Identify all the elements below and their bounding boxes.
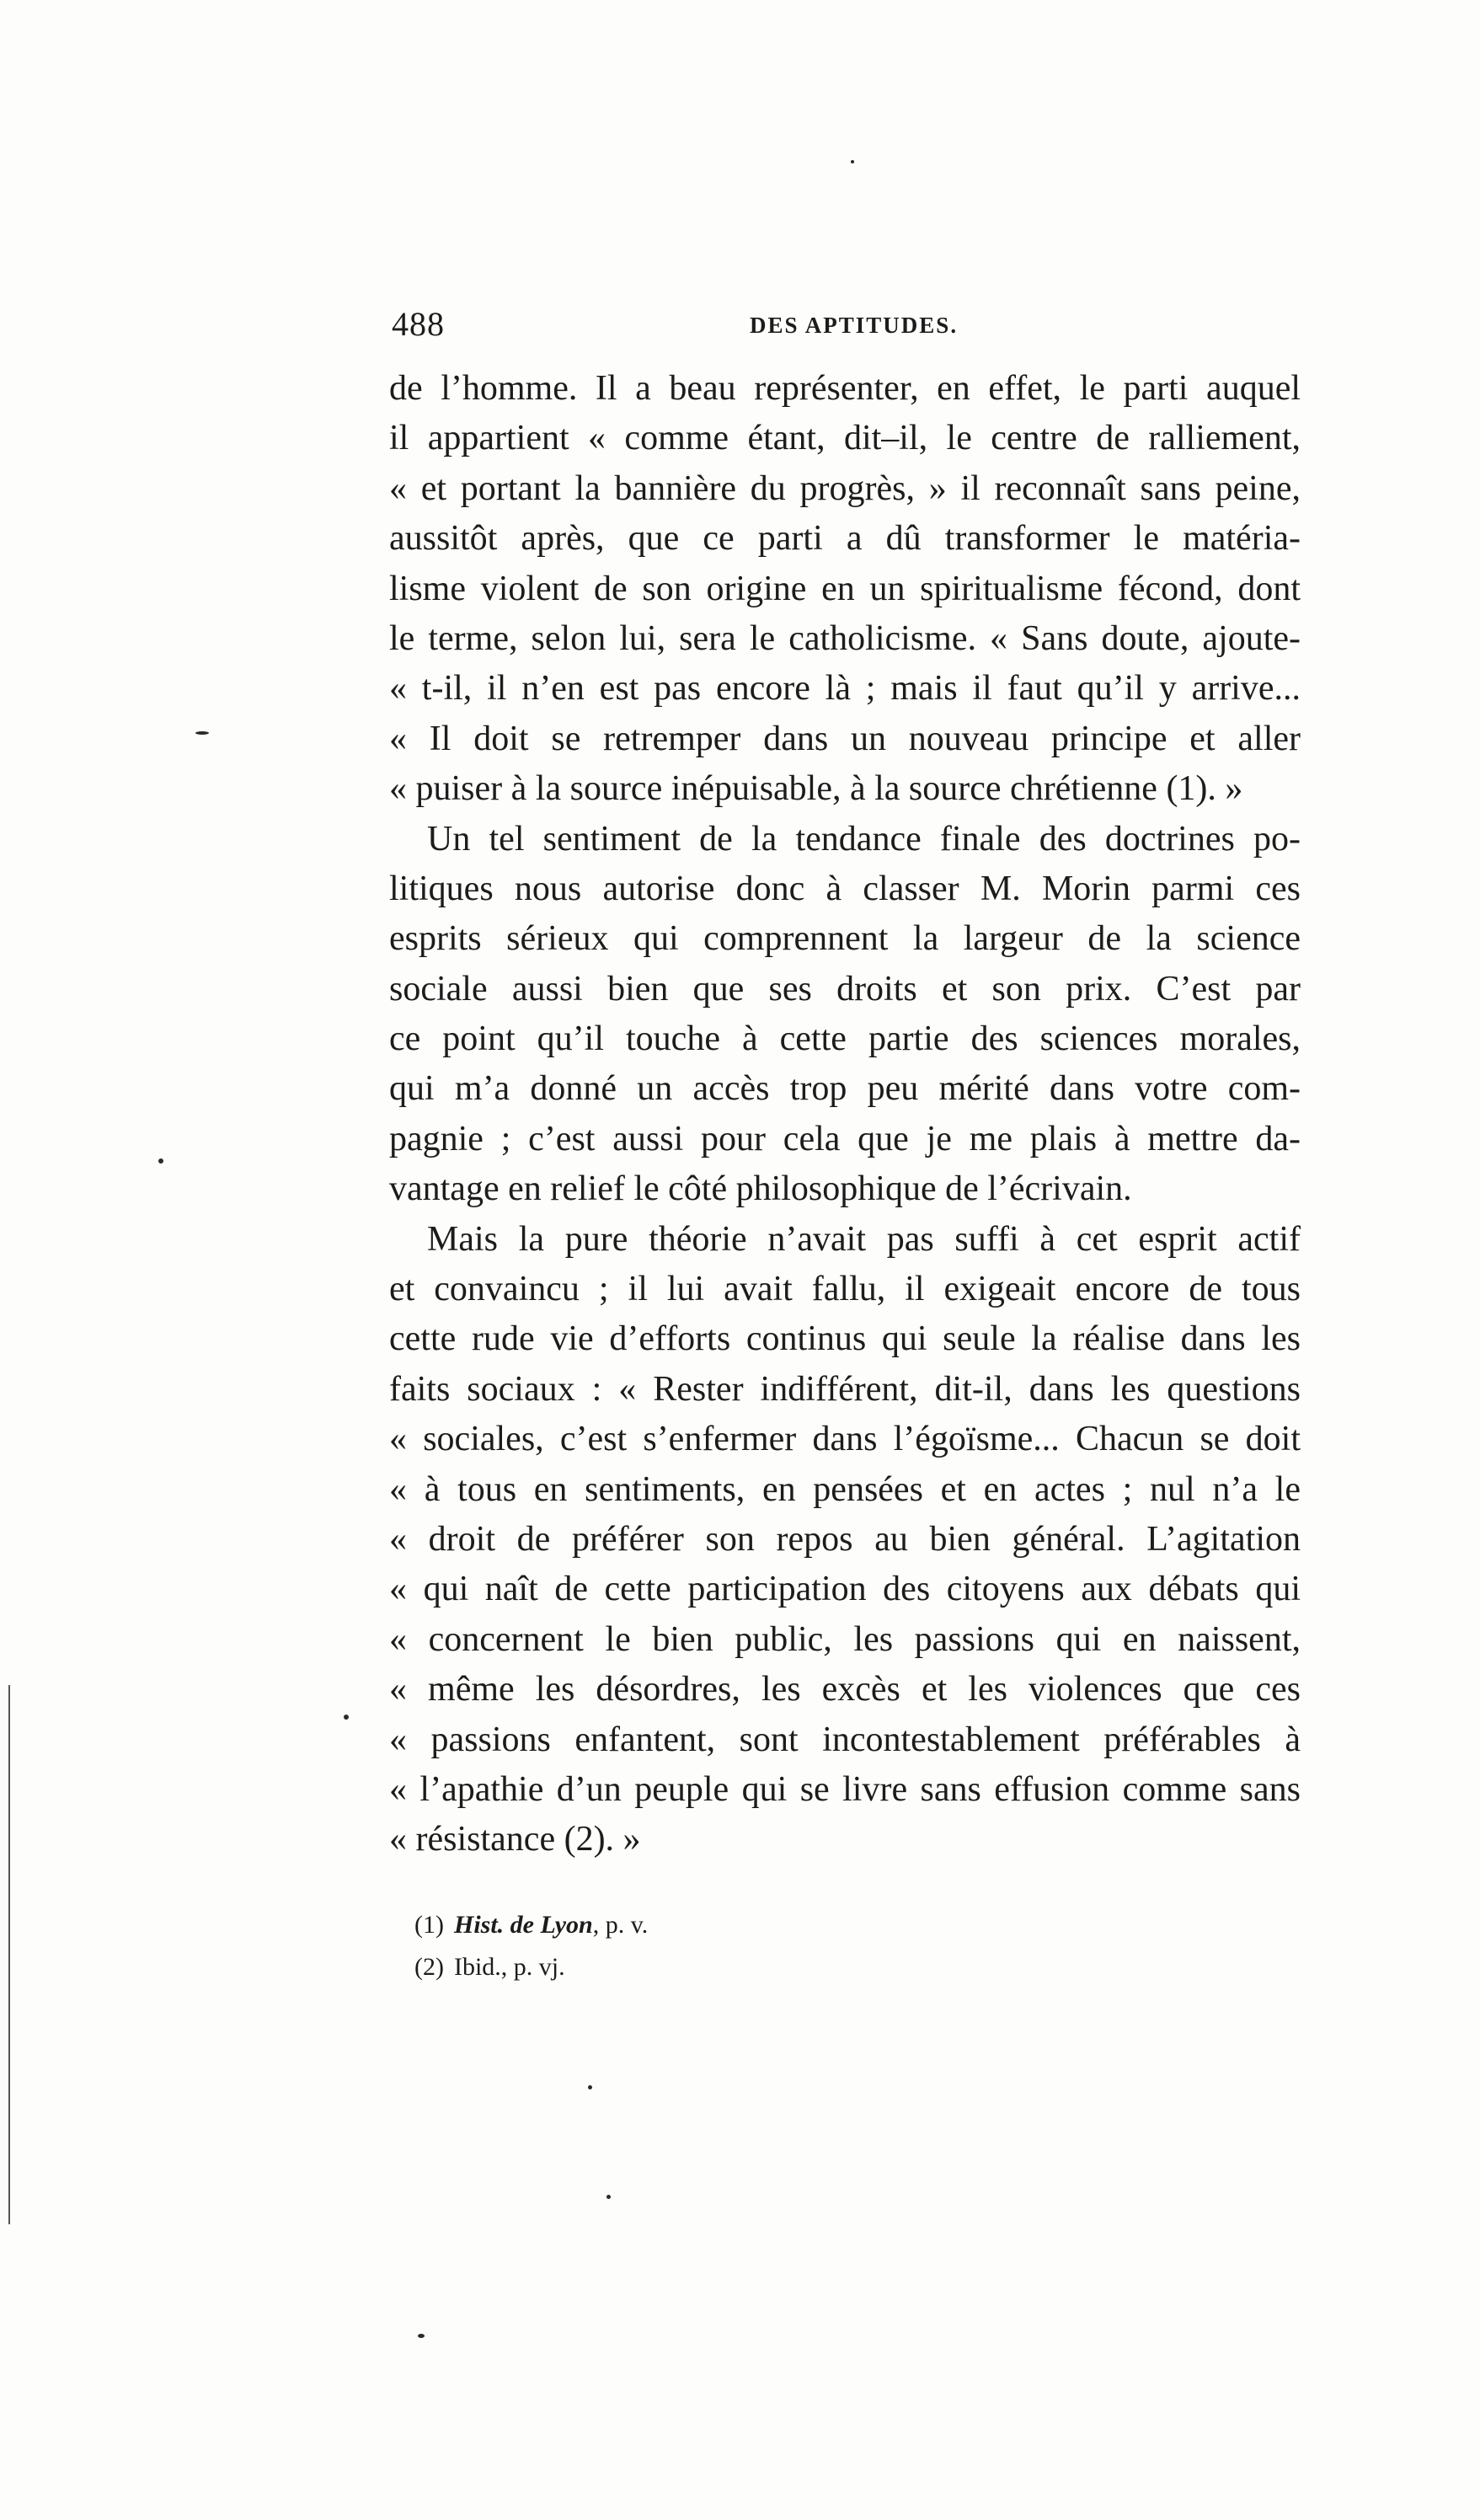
footnote-marker: (2) [414, 1953, 444, 1981]
text-line: « et portant la bannière du progrès, » il reconnaît sans peine, [389, 468, 1301, 508]
scan-speck [851, 160, 854, 163]
text-line: faits sociaux : « Rester indifférent, dit-il, dans les questions [389, 1369, 1301, 1409]
text-line: « même les désordres, les excès et les violences que ces [389, 1670, 1301, 1709]
footnotes [414, 1904, 1004, 1988]
text-line: sociale aussi bien que ses droits et son prix. C’est par [389, 969, 1301, 1009]
paragraph-start: Un tel sentiment de la tendance finale des doctrines po- [427, 819, 1301, 859]
footnote-1 [414, 1904, 1004, 1946]
text-line: pagnie ; c’est aussi pour cela que je me plais à mettre da- [389, 1119, 1301, 1158]
text-line: esprits sérieux qui comprennent la largeur de la science [389, 919, 1301, 959]
text-line: « qui naît de cette participation des citoyens aux débats qui [389, 1570, 1301, 1609]
text-line: « droit de préférer son repos au bien général. L’agitation [389, 1519, 1301, 1559]
text-line: ce point qu’il touche à cette partie des sciences morales, [389, 1019, 1301, 1059]
text-line: « l’apathie d’un peuple qui se livre sans effusion comme sans [389, 1769, 1301, 1809]
scan-speck [588, 2085, 592, 2089]
text-line: qui m’a donné un accès trop peu mérité dans votre com- [389, 1069, 1301, 1109]
scan-edge-line [8, 1685, 10, 2224]
scan-speck [418, 2334, 425, 2338]
footnote-2 [414, 1946, 1004, 1988]
text-line: aussitôt après, que ce parti a dû transformer le matéria- [389, 519, 1301, 559]
text-line: et convaincu ; il lui avait fallu, il exigeait encore de tous [389, 1270, 1301, 1309]
footnote-marker: (1) [414, 1911, 444, 1939]
text-line: « puiser à la source inépuisable, à la source chrétienne (1). » [389, 769, 1243, 809]
text-line: il appartient « comme étant, dit–il, le centre de ralliement, [389, 419, 1301, 458]
paragraph-start: Mais la pure théorie n’avait pas suffi à cet esprit actif [427, 1219, 1301, 1259]
scan-speck [158, 1158, 163, 1164]
text-line: de l’homme. Il a beau représenter, en effet, le parti auquel [389, 369, 1301, 408]
footnote-title: Hist. de Lyon [453, 1911, 593, 1939]
footnote-text: , p. v. [592, 1911, 649, 1939]
text-line: lisme violent de son origine en un spiritualisme fécond, dont [389, 569, 1301, 608]
text-line: « passions enfantent, sont incontestablement préférables à [389, 1720, 1301, 1759]
scan-speck [606, 2195, 611, 2199]
body-text [389, 364, 1301, 1865]
text-line: « t-il, il n’en est pas encore là ; mais il faut qu’il y arrive... [389, 669, 1301, 709]
text-line: vantage en relief le côté philosophique de l’écrivain. [389, 1169, 1132, 1209]
text-line: « résistance (2). » [389, 1820, 641, 1859]
page-header [392, 299, 1301, 350]
footnote-text: Ibid., p. vj. [453, 1953, 565, 1981]
text-line: « Il doit se retremper dans un nouveau principe et aller [389, 719, 1301, 758]
text-line: le terme, selon lui, sera le catholicisme. « Sans doute, ajoute- [389, 618, 1301, 658]
text-line: « concernent le bien public, les passions qui en naissent, [389, 1619, 1301, 1659]
running-head: DES APTITUDES. [750, 313, 959, 338]
scan-speck [195, 731, 209, 735]
text-line: « à tous en sentiments, en pensées et en actes ; nul n’a le [389, 1469, 1301, 1509]
page-number: 488 [392, 305, 445, 343]
text-line: litiques nous autorise donc à classer M. Morin parmi ces [389, 869, 1301, 908]
scan-speck [344, 1715, 349, 1720]
text-line: cette rude vie d’efforts continus qui seule la réalise dans les [389, 1319, 1301, 1359]
text-line: « sociales, c’est s’enfermer dans l’égoïsme... Chacun se doit [389, 1420, 1301, 1459]
